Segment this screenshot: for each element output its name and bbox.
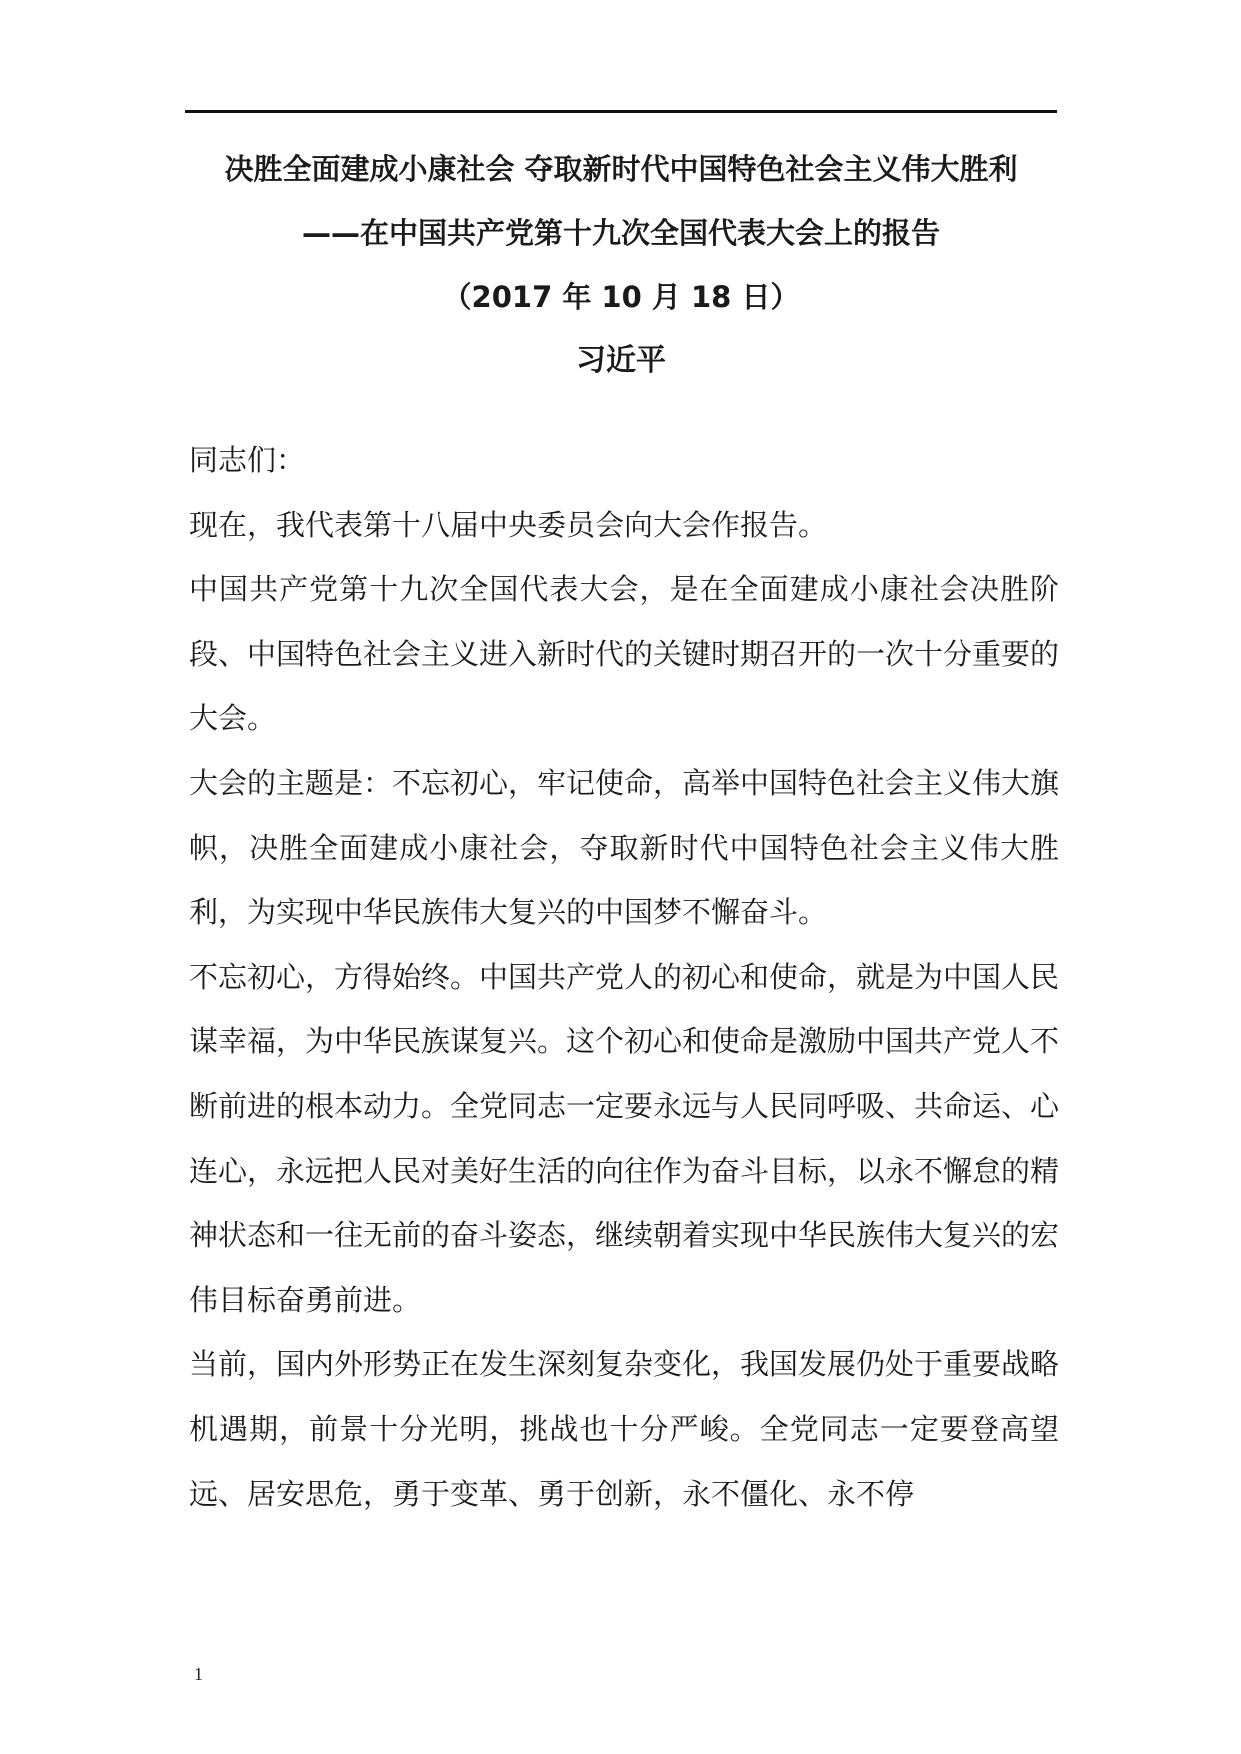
- body-text: [189, 428, 1059, 1526]
- paragraph-salutation: 同志们：: [189, 443, 306, 477]
- page-number: 1: [194, 1664, 203, 1684]
- document-title: 决胜全面建成小康社会 夺取新时代中国特色社会主义伟大胜利: [224, 152, 1018, 186]
- paragraph: 现在，我代表第十八届中央委员会向大会作报告。: [189, 507, 828, 542]
- header-rule: [185, 110, 1057, 113]
- paragraph: 大会的主题是：不忘初心，牢记使命，高举中国特色社会主义伟大旗帜，决胜全面建成小康社会，夺取新时代中国特色社会主义伟大胜利，为实现中华民族伟大复兴的中国梦不懈奋斗。: [189, 765, 1060, 930]
- document-date: （2017 年 10 月 18 日）: [442, 280, 800, 314]
- document-author: 习近平: [576, 343, 666, 378]
- document-subtitle: ——在中国共产党第十九次全国代表大会上的报告: [301, 216, 940, 250]
- paragraph: 不忘初心，方得始终。中国共产党人的初心和使命，就是为中国人民谋幸福，为中华民族谋复兴。这个初心和使命是激励中国共产党人不断前进的根本动力。全党同志一定要永远与人民同呼吸、共命运、心连心，永远把人民对美好生活的向往作为奋斗目标，以永不懈怠的精神状态和一往无前的奋斗姿态，继续朝着实现中华民族伟大复兴的宏伟目标奋勇前进。: [189, 959, 1060, 1317]
- paragraph: 中国共产党第十九次全国代表大会，是在全面建成小康社会决胜阶段、中国特色社会主义进入新时代的关键时期召开的一次十分重要的大会。: [189, 572, 1060, 736]
- title-block: [150, 150, 1092, 380]
- paragraph: 当前，国内外形势正在发生深刻复杂变化，我国发展仍处于重要战略机遇期，前景十分光明，挑战也十分严峻。全党同志一定要登高望远、居安思危，勇于变革、勇于创新，永不僵化、永不停: [189, 1347, 1060, 1511]
